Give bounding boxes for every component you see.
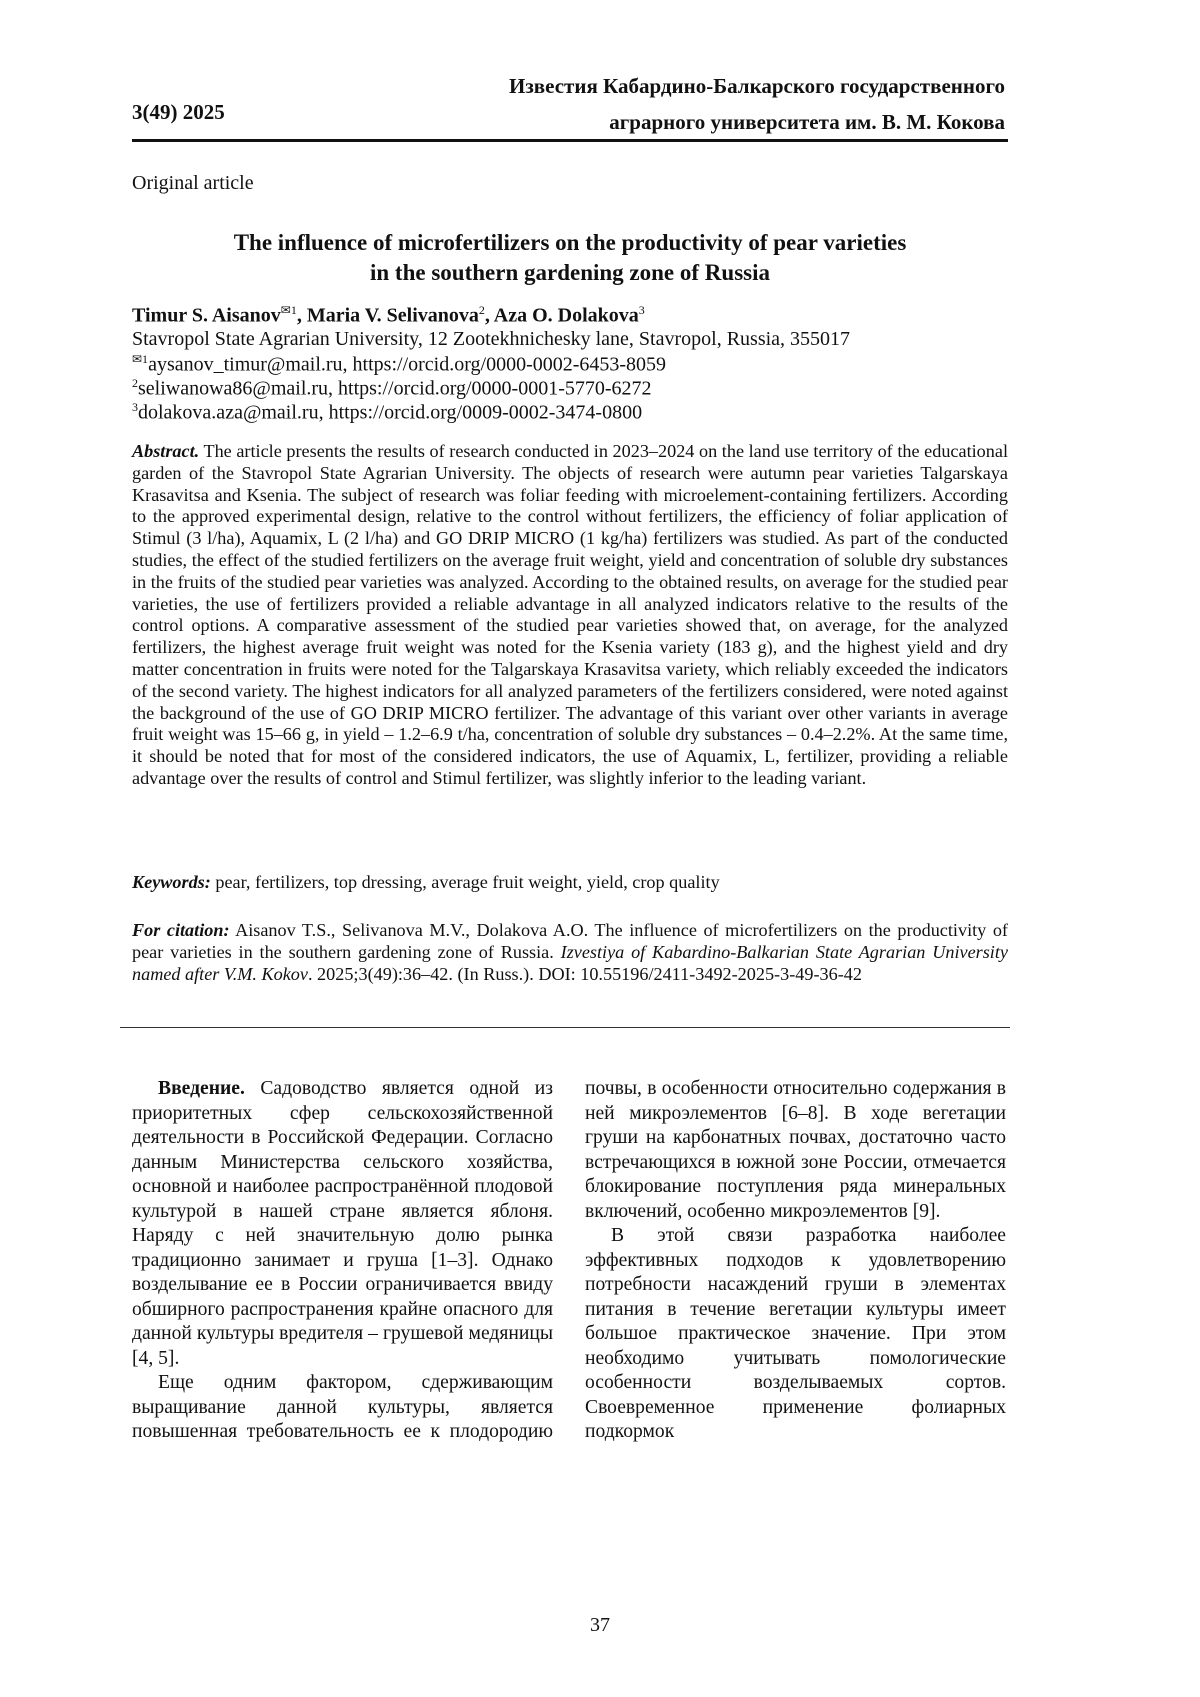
contact-mark: 2: [132, 376, 138, 390]
author-name: Aza O. Dolakova: [494, 305, 639, 327]
contact-line: [132, 376, 652, 401]
article-type: Original article: [132, 172, 254, 195]
contact-line: [132, 352, 666, 377]
keywords-label: Keywords:: [132, 872, 211, 892]
journal-name-line1: Известия Кабардино-Балкарского государственного: [509, 68, 1005, 104]
contact-text[interactable]: seliwanowa86@mail.ru, https://orcid.org/0000-0001-5770-6272: [138, 378, 652, 400]
intro-heading: Введение.: [158, 1078, 245, 1099]
paragraph: [132, 1077, 553, 1371]
paragraph: Еще одним фактором, сдерживающим выращивание данной культуры, является повышенная требовательность ее к плодородию: [132, 1371, 553, 1445]
paragraph: почвы, в особенности относительно содержания в ней микроэлементов [6–8]. В ходе вегетации груши на карбонатных почвах, достаточно часто встречающихся в южной зоне России, отмечается блокирование поступления ряда минеральных включений, особенно микроэлементов [9].: [585, 1077, 1006, 1224]
title-line-2: in the southern gardening zone of Russia: [132, 258, 1008, 288]
contact-text[interactable]: dolakova.aza@mail.ru, https://orcid.org/0009-0002-3474-0800: [138, 402, 642, 424]
citation-journal: Izvestiya of Kabardino-Balkarian State Agrarian University named after V.M. Kokov: [132, 942, 1008, 984]
citation-doi: . 2025;3(49):36–42. (In Russ.). DOI: 10.55196/2411-3492-2025-3-49-36-42: [308, 964, 862, 984]
abstract-label: Abstract.: [132, 441, 199, 461]
author-list: Timur S. Aisanov✉1, Maria V. Selivanova2, Aza O. Dolakova3: [132, 303, 645, 328]
author-mark: 2: [479, 303, 485, 317]
section-divider: [120, 1027, 1010, 1028]
contact-text[interactable]: aysanov_timur@mail.ru, https://orcid.org/0000-0002-6453-8059: [148, 354, 666, 376]
abstract: [132, 441, 1008, 790]
citation: [132, 919, 1008, 985]
author-name: Maria V. Selivanova: [307, 305, 479, 327]
body-column-right: [585, 1077, 1006, 1445]
author-name: Timur S. Aisanov: [132, 305, 281, 327]
author-mark: ✉1: [281, 303, 297, 317]
citation-text: Aisanov T.S., Selivanova M.V., Dolakova A.O. The influence of microfertilizers on the productivity of pear varieties in the southern gardening zone of Russia.: [132, 920, 1008, 962]
affiliation: Stavropol State Agrarian University, 12 Zootekhnichesky lane, Stavropol, Russia, 355017: [132, 328, 850, 351]
paragraph: В этой связи разработка наиболее эффективных подходов к удовлетворению потребности насаждений груши в элементах питания в течение вегетации культуры имеет большое практическое значение. При этом необходимо учитывать помологические особенности возделываемых сортов. Своевременное применение фолиарных подкормок: [585, 1224, 1006, 1445]
keywords: [132, 872, 1008, 893]
contact-mark: 3: [132, 400, 138, 414]
article-title: [132, 228, 1008, 288]
journal-name: [509, 68, 1005, 140]
paragraph-text: Садоводство является одной из приоритетных сфер сельскохозяйственной деятельности в Российской Федерации. Согласно данным Министерства сельского хозяйства, основной и наиболее распространённой плодовой культурой в нашей стране является яблоня. Наряду с ней значительную долю рынка традиционно занимает и груша [1–3]. Однако возделывание ее в России ограничивается ввиду обширного распространения крайне опасного для данной культуры вредителя – грушевой медяницы [4, 5].: [132, 1078, 553, 1369]
journal-issue: 3(49) 2025: [132, 100, 225, 125]
header-divider: [132, 139, 1008, 142]
contact-line: [132, 400, 642, 425]
body-column-left: [132, 1077, 553, 1445]
title-line-1: The influence of microfertilizers on the productivity of pear varieties: [132, 228, 1008, 258]
citation-label: For citation:: [132, 920, 230, 940]
author-mark: 3: [639, 303, 645, 317]
journal-name-line2: аграрного университета им. В. М. Кокова: [509, 104, 1005, 140]
contact-mark: ✉1: [132, 352, 148, 366]
page-number: 37: [0, 1614, 1200, 1637]
keywords-text: pear, fertilizers, top dressing, average fruit weight, yield, crop quality: [211, 872, 720, 892]
abstract-text: The article presents the results of research conducted in 2023–2024 on the land use territory of the educational garden of the Stavropol State Agrarian University. The objects of research were autumn pear varieties Talgarskaya Krasavitsa and Ksenia. The subject of research was foliar feeding with microelement-containing fertilizers. According to the approved experimental design, relative to the control without fertilizers, the efficiency of foliar application of Stimul (3 l/ha), Aquamix, L (2 l/ha) and GO DRIP MICRO (1 kg/ha) fertilizers was studied. As part of the conducted studies, the effect of the studied fertilizers on the average fruit weight, yield and concentration of soluble dry substances in the fruits of the studied pear varieties was analyzed. According to the obtained results, on average for the studied pear varieties, the use of fertilizers provided a reliable advantage in all analyzed indicators relative to the results of the control options. A comparative assessment of the studied pear varieties showed that, on average, for the analyzed fertilizers, the highest average fruit weight was noted for the Ksenia variety (183 g), and the highest yield and dry matter concentration in fruits were noted for the Talgarskaya Krasavitsa variety, which reliably exceeded the indicators of the second variety. The highest indicators for all analyzed parameters of the fertilizers considered, were noted against the background of the use of GO DRIP MICRO fertilizer. The advantage of this variant over other variants in average fruit weight was 15–66 g, in yield – 1.2–6.9 t/ha, concentration of soluble dry substances – 0.4–2.2%. At the same time, it should be noted that for most of the considered indicators, the use of Aquamix, L, fertilizer, providing a reliable advantage over the results of control and Stimul fertilizer, was slightly inferior to the leading variant.: [132, 441, 1008, 788]
